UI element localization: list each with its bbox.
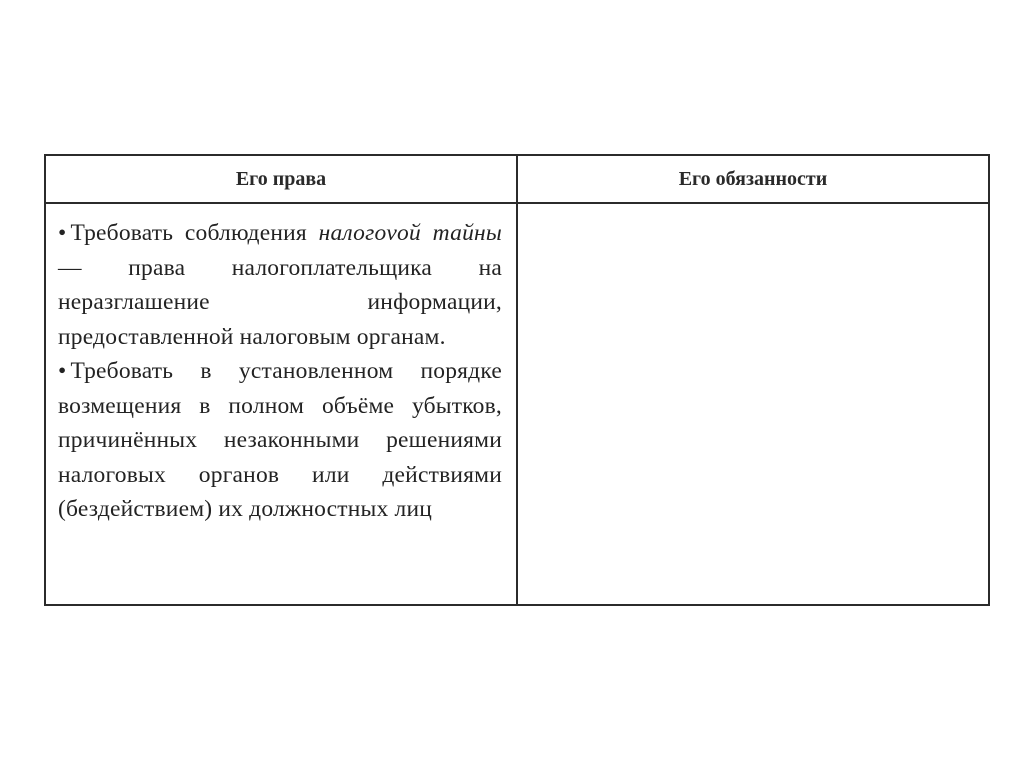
bullet-icon: • xyxy=(58,358,67,384)
right-item-text: Требовать в установленном порядке возмещения в полном объёме убытков, причинённых незаконными решениями налоговых органов или действиями (бездействием) их должностных лиц xyxy=(58,358,502,522)
rights-cell xyxy=(46,204,518,604)
duties-cell xyxy=(518,204,988,604)
right-item-tax-secrecy xyxy=(58,216,502,354)
header-rights: Его права xyxy=(46,156,518,204)
right-item-damages xyxy=(58,354,502,527)
right-item-text: Требовать соблюдения xyxy=(70,220,319,246)
term-tax-secrecy: налогоvой тайны xyxy=(318,220,502,246)
header-duties: Его обязанности xyxy=(518,156,988,204)
right-item-definition: — права налогоплательщика на неразглашение информации, предоставленной налоговым органам. xyxy=(58,254,502,350)
bullet-icon: • xyxy=(58,220,67,246)
rights-duties-table xyxy=(44,154,990,606)
